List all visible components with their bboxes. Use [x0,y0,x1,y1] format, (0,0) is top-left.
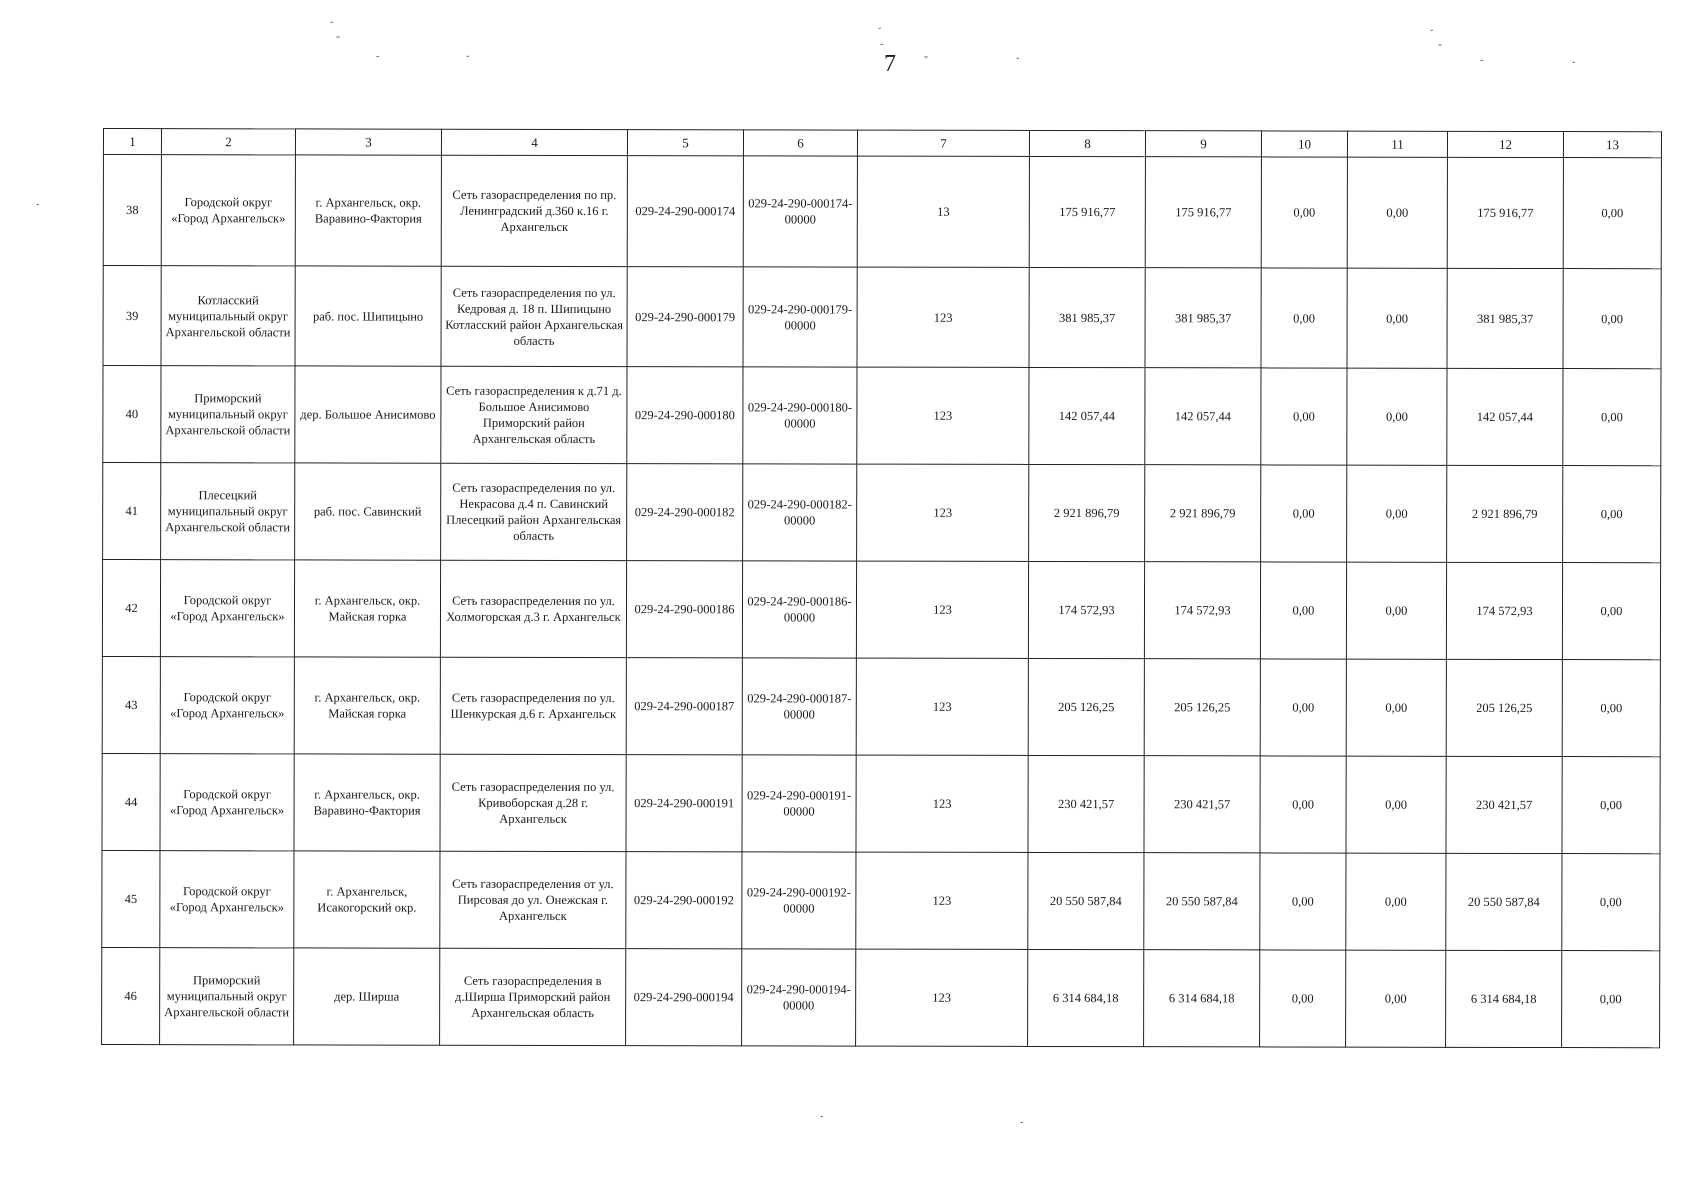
row-number-cell: 44 [102,753,160,850]
amount-cell: 0,00 [1261,368,1347,465]
amount-cell: 0,00 [1260,853,1346,950]
table-row [103,266,1661,369]
amount-cell: 20 550 587,84 [1446,853,1562,950]
amount-cell: 0,00 [1260,659,1346,756]
column-header: 5 [627,130,743,156]
amount-cell: 230 421,57 [1144,756,1260,853]
column-header: 12 [1447,131,1563,157]
amount-cell: 205 126,25 [1446,659,1562,756]
amount-cell: 205 126,25 [1144,659,1260,756]
amount-cell: 142 057,44 [1447,368,1563,465]
table-row [103,463,1661,563]
amount-cell: 0,00 [1347,368,1447,465]
amount-cell: 0,00 [1261,268,1347,368]
scan-speck: ˇ [1430,29,1434,40]
object-name-cell: Сеть газораспределения к д.71 д. Большое Анисимово Приморский район Архангельская область [441,366,627,463]
amount-cell: 142 057,44 [1029,367,1145,464]
row-number-cell: 42 [102,560,160,657]
amount-cell: 0,00 [1562,660,1660,757]
row-number-cell: 38 [103,155,161,266]
amount-cell: 0,00 [1347,268,1447,368]
scan-speck: - [1480,55,1484,66]
table-row [102,560,1660,660]
column-header: 11 [1347,131,1447,157]
object-code-cell: 029-24-290-000174 [627,156,743,267]
object-name-cell: Сеть газораспределения по пр. Ленинградский д.360 к.16 г. Архангельск [441,155,627,266]
amount-cell: 20 550 587,84 [1144,853,1260,950]
locality-cell: г. Архангельск, окр. Майская горка [294,560,440,657]
amount-cell: 381 985,37 [1029,267,1145,367]
object-name-cell: Сеть газораспределения от ул. Пирсовая до ул. Онежская г. Архангельск [440,851,626,948]
row-number-cell: 39 [103,266,161,366]
object-name-cell: Сеть газораспределения по ул. Шенкурская д.6 г. Архангельск [440,657,626,754]
table-row [103,366,1661,466]
amount-cell: 2 921 896,79 [1447,465,1563,562]
scan-speck: - [1020,1117,1024,1128]
locality-cell: раб. пос. Савинский [295,463,441,560]
column-header: 1 [103,129,161,155]
object-name-cell: Сеть газораспределения в д.Ширша Приморский район Архангельская область [440,948,626,1045]
object-code-cell: 029-24-290-000187 [626,658,742,755]
amount-cell: 174 572,93 [1028,561,1144,658]
scan-speck: ˇ [330,21,334,32]
table-row [103,155,1661,269]
column-header: 10 [1261,131,1347,157]
object-name-cell: Сеть газораспределения по ул. Кедровая д. 18 п. Шипицыно Котласский район Архангельская область [441,266,627,366]
amount-cell: 2 921 896,79 [1029,464,1145,561]
row-number-cell: 43 [102,656,160,753]
value-cell: 13 [857,156,1029,267]
scan-speck: ˇ [1572,61,1576,72]
object-full-code-cell: 029-24-290-000180-00000 [743,367,857,464]
object-full-code-cell: 029-24-290-000192-00000 [742,852,856,949]
amount-cell: 0,00 [1260,562,1346,659]
amount-cell: 174 572,93 [1144,562,1260,659]
table-container [101,128,1661,1048]
amount-cell: 174 572,93 [1446,562,1562,659]
amount-cell: 0,00 [1261,465,1347,562]
locality-cell: г. Архангельск, окр. Варавино-Фактория [295,155,441,266]
amount-cell: 0,00 [1563,369,1661,466]
municipality-cell: Котласский муниципальный округ Архангельской области [161,266,295,366]
object-full-code-cell: 029-24-290-000194-00000 [742,949,856,1046]
object-code-cell: 029-24-290-000191 [626,755,742,852]
column-header: 6 [743,130,857,156]
column-header: 2 [161,129,295,155]
scan-speck: - [880,39,884,50]
amount-cell: 20 550 587,84 [1028,852,1144,949]
value-cell: 123 [857,367,1029,464]
object-full-code-cell: 029-24-290-000179-00000 [743,267,857,367]
amount-cell: 142 057,44 [1145,368,1261,465]
object-name-cell: Сеть газораспределения по ул. Кривоборская д.28 г. Архангельск [440,754,626,851]
object-name-cell: Сеть газораспределения по ул. Холмогорская д.3 г. Архангельск [440,560,626,657]
scan-speck: ˇ [878,27,882,38]
amount-cell: 175 916,77 [1029,156,1145,267]
table-row [102,753,1660,853]
column-header: 9 [1145,131,1261,157]
table-row [102,850,1660,950]
value-cell: 123 [857,464,1029,561]
amount-cell: 6 314 684,18 [1028,949,1144,1046]
scan-speck: " [924,55,929,66]
amount-cell: 0,00 [1261,157,1347,268]
object-name-cell: Сеть газораспределения по ул. Некрасова д.4 п. Савинский Плесецкий район Архангельская область [441,463,627,560]
value-cell: 123 [856,852,1028,949]
scan-speck: ˇ [466,55,470,66]
row-number-cell: 41 [103,463,161,560]
amount-cell: 0,00 [1346,562,1446,659]
scan-speck: - [36,199,40,210]
value-cell: 123 [856,561,1028,658]
value-cell: 123 [856,949,1028,1046]
municipality-cell: Приморский муниципальный округ Архангельской области [161,366,295,463]
row-number-cell: 40 [103,366,161,463]
municipality-cell: Городской округ «Город Архангельск» [161,155,295,266]
amount-cell: 0,00 [1346,756,1446,853]
object-full-code-cell: 029-24-290-000187-00000 [742,658,856,755]
amount-cell: 0,00 [1562,951,1660,1048]
amount-cell: 0,00 [1563,269,1661,369]
object-full-code-cell: 029-24-290-000191-00000 [742,755,856,852]
amount-cell: 0,00 [1562,757,1660,854]
locality-cell: дер. Большое Анисимово [295,366,441,463]
scan-speck: - [820,1111,824,1122]
object-code-cell: 029-24-290-000180 [627,367,743,464]
object-code-cell: 029-24-290-000194 [626,949,742,1046]
table-row [102,656,1660,756]
column-header: 4 [441,129,627,155]
amount-cell: 0,00 [1347,465,1447,562]
municipality-cell: Плесецкий муниципальный округ Архангельской области [161,463,295,560]
amount-cell: 205 126,25 [1028,658,1144,755]
locality-cell: раб. пос. Шипицыно [295,266,441,366]
amount-cell: 0,00 [1346,853,1446,950]
column-header: 7 [857,130,1029,156]
object-full-code-cell: 029-24-290-000186-00000 [742,561,856,658]
object-code-cell: 029-24-290-000186 [626,561,742,658]
object-full-code-cell: 029-24-290-000174-00000 [743,156,857,267]
row-number-cell: 46 [102,947,160,1044]
municipality-cell: Городской округ «Город Архангельск» [160,754,294,851]
amount-cell: 6 314 684,18 [1144,950,1260,1047]
amount-cell: 0,00 [1562,563,1660,660]
amount-cell: 381 985,37 [1447,268,1563,368]
amount-cell: 381 985,37 [1145,268,1261,368]
locality-cell: г. Архангельск, окр. Майская горка [294,657,440,754]
value-cell: 123 [857,267,1029,367]
row-number-cell: 45 [102,850,160,947]
municipality-cell: Городской округ «Город Архангельск» [160,657,294,754]
amount-cell: 0,00 [1260,756,1346,853]
column-header: 13 [1563,132,1661,158]
object-code-cell: 029-24-290-000192 [626,852,742,949]
municipality-cell: Городской округ «Город Архангельск» [160,560,294,657]
locality-cell: дер. Ширша [294,948,440,1045]
amount-cell: 0,00 [1562,854,1660,951]
amount-cell: 230 421,57 [1446,756,1562,853]
amount-cell: 6 314 684,18 [1446,950,1562,1047]
amount-cell: 2 921 896,79 [1145,465,1261,562]
scan-speck: " [1438,43,1443,54]
table-row [102,947,1660,1047]
amount-cell: 0,00 [1347,157,1447,268]
amount-cell: 0,00 [1260,950,1346,1047]
amount-cell: 0,00 [1346,950,1446,1047]
amount-cell: 175 916,77 [1447,157,1563,268]
amount-cell: 0,00 [1563,158,1661,269]
object-full-code-cell: 029-24-290-000182-00000 [743,464,857,561]
amount-cell: 0,00 [1346,659,1446,756]
page-number: 7 [884,51,896,77]
data-table [101,128,1662,1048]
value-cell: 123 [856,755,1028,852]
value-cell: 123 [856,658,1028,755]
object-code-cell: 029-24-290-000182 [627,464,743,561]
municipality-cell: Городской округ «Город Архангельск» [160,851,294,948]
municipality-cell: Приморский муниципальный округ Архангельской области [160,948,294,1045]
locality-cell: г. Архангельск, окр. Варавино-Фактория [294,754,440,851]
scan-speck: ˇ [1016,57,1020,68]
object-code-cell: 029-24-290-000179 [627,267,743,367]
scan-speck: - [376,51,380,62]
header-row [103,129,1661,158]
amount-cell: 230 421,57 [1028,755,1144,852]
column-header: 8 [1029,130,1145,156]
amount-cell: 175 916,77 [1145,157,1261,268]
amount-cell: 0,00 [1563,466,1661,563]
locality-cell: г. Архангельск, Исакогорский окр. [294,851,440,948]
column-header: 3 [295,129,441,155]
scan-speck: " [336,35,341,46]
